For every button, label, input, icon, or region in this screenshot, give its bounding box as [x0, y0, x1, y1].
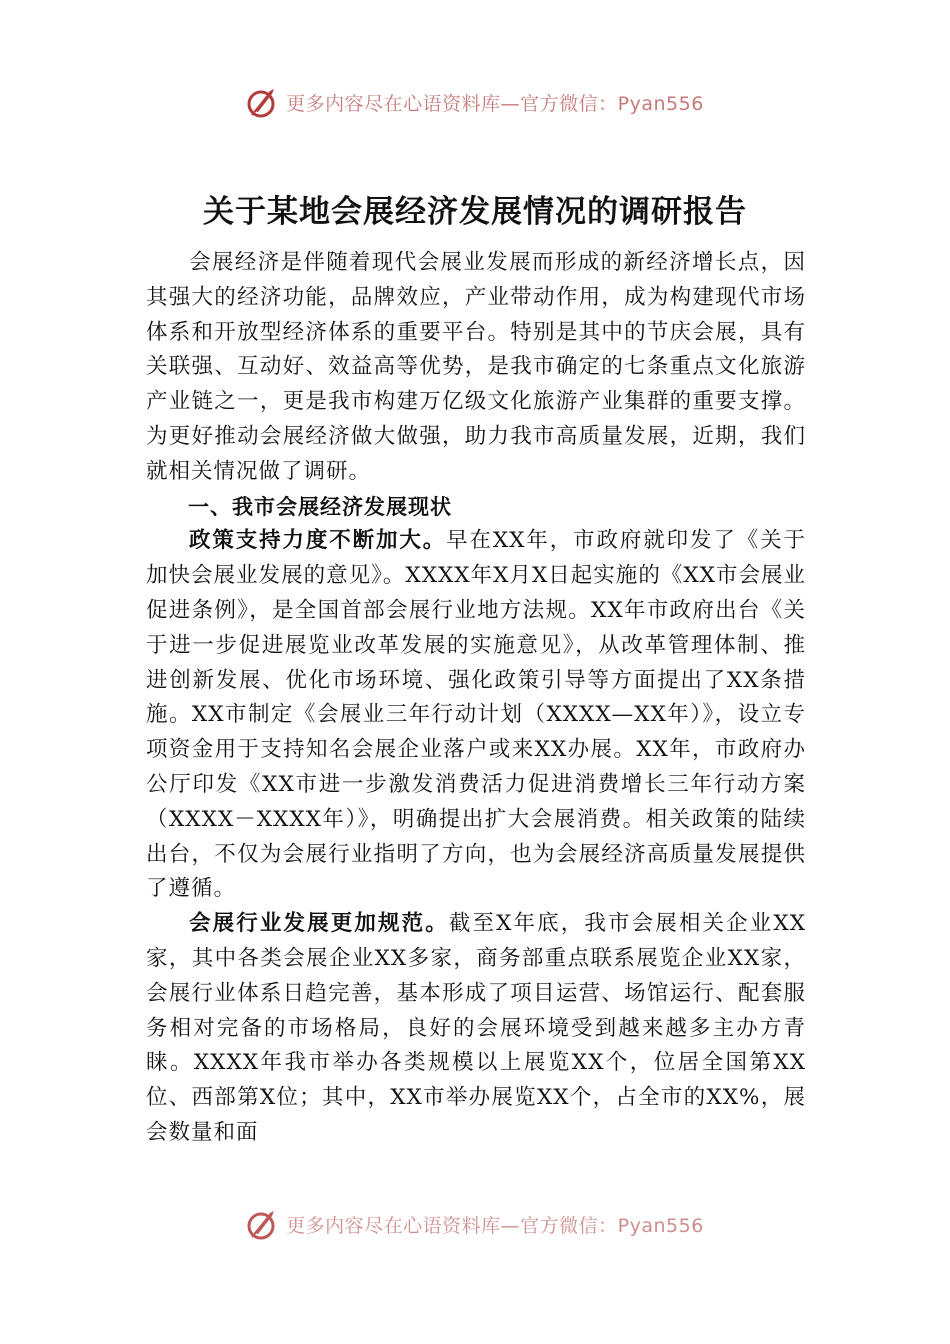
paragraph-policy	[146, 524, 806, 907]
quill-logo-icon	[246, 85, 280, 119]
watermark-banner-bottom	[0, 1204, 950, 1244]
watermark-text: 更多内容尽在心语资料库—官方微信：Pyan556	[286, 92, 704, 115]
watermark-text: 更多内容尽在心语资料库—官方微信：Pyan556	[286, 1214, 704, 1237]
paragraph-industry	[146, 907, 806, 1151]
paragraph-lead: 政策支持力度不断加大。	[189, 528, 447, 554]
quill-logo-icon	[246, 1207, 280, 1241]
document-body	[146, 246, 806, 1151]
document-title: 关于某地会展经济发展情况的调研报告	[203, 194, 747, 230]
paragraph-text: 截至X年底，我市会展相关企业XX家，其中各类会展企业XX多家，商务部重点联系展览企业XX家，会展行业体系日趋完善，基本形成了项目运营、场馆运行、配套服务相对完备的市场格局，良好的会展环境受到越来越多主办方青睐。XXXX年我市举办各类规模以上展览XX个，位居全国第XX位、西部第X位；其中，XX市举办展览XX个，占全市的XX%，展会数量和面	[146, 911, 806, 1145]
paragraph-lead: 会展行业发展更加规范。	[189, 911, 449, 937]
paragraph-text: 早在XX年，市政府就印发了《关于加快会展业发展的意见》。XXXX年X月X日起实施的《XX市会展业促进条例》，是全国首部会展行业地方法规。XX年市政府出台《关于进一步促进展览业改革发展的实施意见》，从改革管理体制、推进创新发展、优化市场环境、强化政策引导等方面提出了XX条措施。XX市制定《会展业三年行动计划（XXXX—XX年）》，设立专项资金用于支持知名会展企业落户或来XX办展。XX年，市政府办公厅印发《XX市进一步激发消费活力促进消费增长三年行动方案（XXXX－XXXX年）》，明确提出扩大会展消费。相关政策的陆续出台，不仅为会展行业指明了方向，也为会展经济高质量发展提供了遵循。	[146, 528, 806, 902]
section-heading: 一、我市会展经济发展现状	[188, 494, 452, 519]
watermark-banner-top	[0, 82, 950, 122]
intro-paragraph: 会展经济是伴随着现代会展业发展而形成的新经济增长点，因其强大的经济功能，品牌效应，产业带动作用，成为构建现代市场体系和开放型经济体系的重要平台。特别是其中的节庆会展，具有关联强、互动好、效益高等优势，是我市确定的七条重点文化旅游产业链之一，更是我市构建万亿级文化旅游产业集群的重要支撑。为更好推动会展经济做大做强，助力我市高质量发展，近期，我们就相关情况做了调研。	[146, 250, 806, 484]
